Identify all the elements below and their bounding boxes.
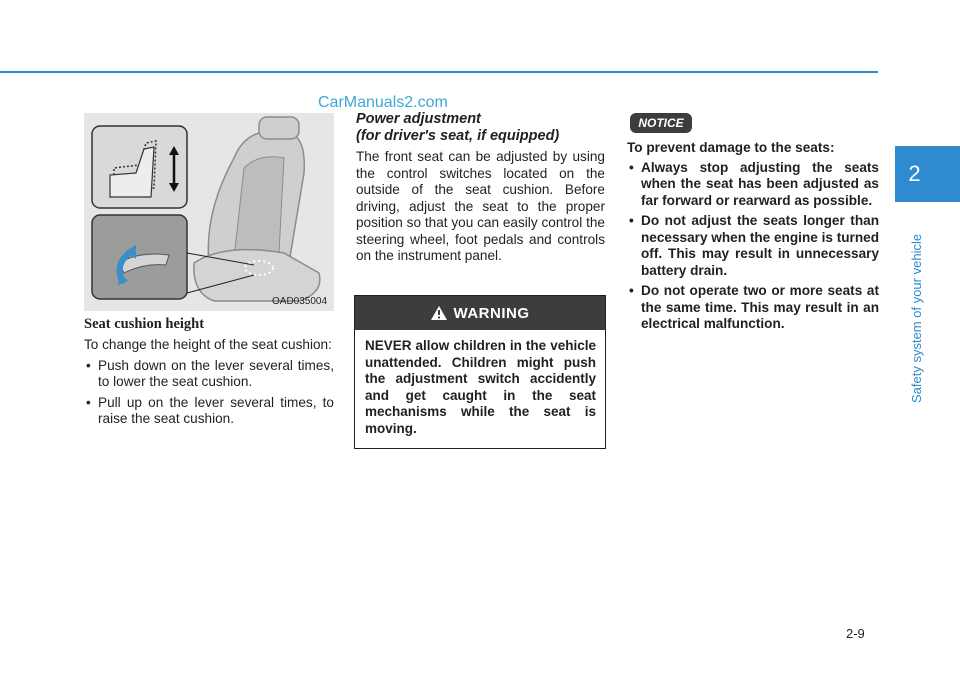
warning-box [354, 295, 606, 449]
seat-cushion-intro: To change the height of the seat cushion: [84, 337, 332, 352]
notice-label: NOTICE [630, 113, 692, 133]
subheading-line-1: Power adjustment [356, 111, 481, 127]
chapter-tab [895, 146, 960, 202]
seat-illustration [84, 113, 334, 311]
figure-code: OAD035004 [272, 296, 328, 307]
chapter-number: 2 [908, 161, 921, 186]
chapter-title-vertical [909, 208, 923, 403]
power-adjustment-body: The front seat can be adjusted by using the control switches located on the outside of the seat cushion. Before driving, adjust the seat to the proper position so that you can easily control the steering wheel, foot pedals and controls on the instrument panel. [356, 149, 605, 263]
list-item: • Always stop adjusting the seats when the seat has been adjusted as far forward or rearward as possible. [627, 160, 879, 210]
section-heading-seat-cushion-height: Seat cushion height [84, 316, 205, 332]
warning-triangle-icon [431, 306, 447, 320]
watermark: CarManuals2.com [318, 94, 448, 111]
page-number: 2-9 [846, 626, 865, 641]
subheading-line-2: (for driver's seat, if equipped) [356, 128, 560, 144]
warning-text: NEVER allow children in the vehicle unattended. Children might push the adjustment switch accidently and get caught in the seat mechanisms while the seat is moving. [365, 338, 596, 436]
warning-title: WARNING [453, 304, 530, 322]
notice-intro: To prevent damage to the seats: [627, 140, 835, 155]
list-item: • Push down on the lever several times, to lower the seat cushion. [84, 358, 334, 391]
chapter-title: Safety system of your vehicle [909, 233, 924, 403]
header-rule [0, 71, 878, 73]
list-item: • Pull up on the lever several times, to raise the seat cushion. [84, 395, 334, 428]
list-item: • Do not operate two or more seats at the same time. This may result in an electrical malfunction. [627, 283, 879, 333]
warning-header [355, 296, 605, 330]
seat-cushion-instructions [84, 337, 334, 428]
notice-content [627, 140, 879, 333]
subheading-power-adjustment [356, 111, 559, 145]
list-item: • Do not adjust the seats longer than necessary when the engine is turned off. This may result in unnecessary battery drain. [627, 213, 879, 279]
